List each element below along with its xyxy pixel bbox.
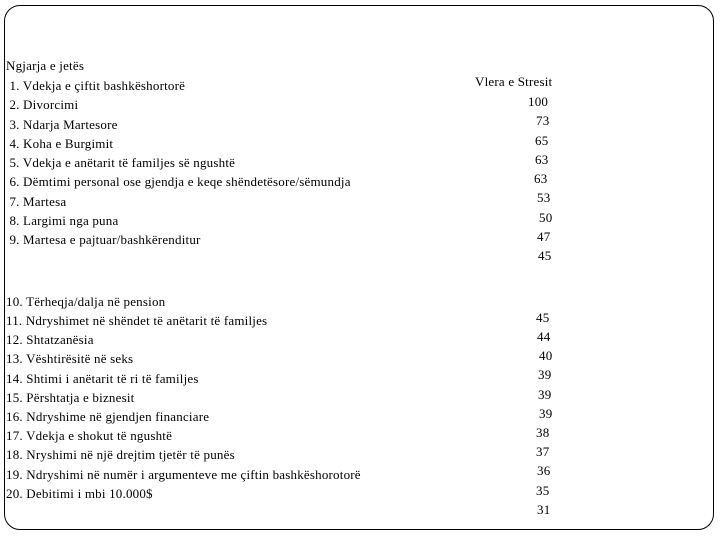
- row-label: 13. Vështirësitë në seks: [6, 351, 134, 366]
- row-label: 5. Vdekja e anëtarit të familjes së ngushtë: [6, 155, 236, 170]
- row-value: 44: [537, 329, 551, 344]
- header-event: Ngjarja e jetës: [6, 58, 85, 73]
- row-value: 73: [536, 113, 550, 128]
- row-label: 17. Vdekja e shokut të ngushtë: [6, 428, 173, 443]
- row-value: 45: [536, 310, 550, 325]
- row-value: 31: [537, 502, 551, 517]
- row-label: 10. Tërheqja/dalja në pension: [6, 294, 166, 309]
- header-stress-value: Vlera e Stresit: [475, 74, 553, 89]
- row-label: 20. Debitimi i mbi 10.000$: [6, 486, 153, 501]
- row-value: 50: [539, 210, 553, 225]
- row-value: 39: [538, 367, 552, 382]
- row-label: 12. Shtatzanësia: [6, 332, 94, 347]
- row-value: 35: [536, 483, 550, 498]
- row-label: 1. Vdekja e çiftit bashkëshortorë: [6, 78, 186, 93]
- row-label: 6. Dëmtimi personal ose gjendja e keqe shëndetësore/sëmundja: [6, 174, 351, 189]
- row-label: 4. Koha e Burgimit: [6, 136, 114, 151]
- row-label: 2. Divorcimi: [6, 97, 79, 112]
- row-value: 63: [535, 152, 549, 167]
- row-value: 36: [537, 463, 551, 478]
- row-value: 65: [535, 133, 549, 148]
- row-value: 39: [539, 406, 553, 421]
- row-label: 19. Ndryshimi në numër i argumenteve me çiftin bashkëshorotorë: [6, 467, 361, 482]
- row-value: 100: [528, 94, 549, 109]
- row-label: 9. Martesa e pajtuar/bashkërenditur: [6, 232, 201, 247]
- row-label: 7. Martesa: [6, 194, 67, 209]
- row-value: 38: [536, 425, 550, 440]
- row-label: 16. Ndryshime në gjendjen financiare: [6, 409, 210, 424]
- row-label: 15. Përshtatja e biznesit: [6, 390, 135, 405]
- row-label: 18. Nryshimi në një drejtim tjetër të punës: [6, 447, 235, 462]
- row-label: 8. Largimi nga puna: [6, 213, 119, 228]
- row-label: 11. Ndryshimet në shëndet të anëtarit të familjes: [6, 313, 268, 328]
- row-value: 47: [537, 229, 551, 244]
- row-label: 3. Ndarja Martesore: [6, 117, 118, 132]
- row-value: 63: [534, 171, 548, 186]
- row-value: 37: [536, 444, 550, 459]
- row-value: 45: [538, 248, 552, 263]
- row-value: 40: [539, 348, 553, 363]
- row-value: 53: [537, 190, 551, 205]
- row-value: 39: [538, 387, 552, 402]
- row-label: 14. Shtimi i anëtarit të ri të familjes: [6, 371, 199, 386]
